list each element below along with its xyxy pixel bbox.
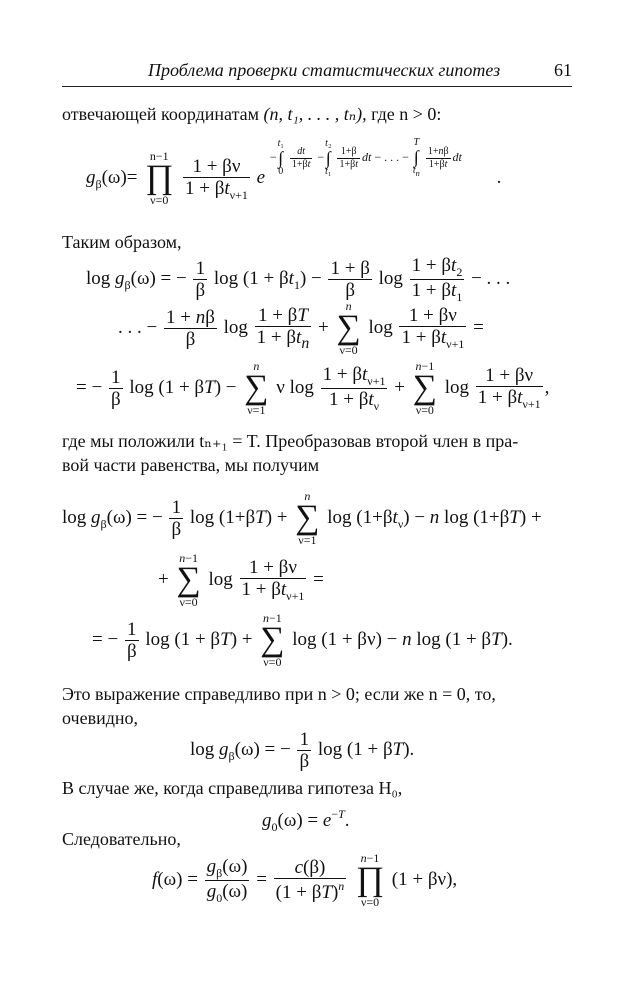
exponent: − t₁ ∫ 0 $\frac{dt}{1+\beta t}$ − t₂ ∫ t₁ $\frac{1+\beta}{1+\beta t}$ dt − . . . − T ∫ $t_n$ $\frac{1+n\beta}{1+\beta t}$ dt bbox=[269, 137, 462, 178]
equation-n-zero: $\log g_\beta(\omega)$ = − $\frac{1}{\beta}$ log (1 + βT). bbox=[190, 729, 415, 772]
equation-transformed-line-1: $\log g_\beta(\omega)$ = − $\frac{1}{\beta}$ log (1+βT) + n ∑ ν=1 $\log (1+\beta t_\nu) - n$ log (1+βT) + bbox=[62, 489, 542, 547]
equation-likelihood-ratio: f(ω) = $\frac{g_\beta(\omega)}{g_0(\omega)}$ = $\frac{c(\beta)}{(1 + \beta T)^n}$ n−1 ∏ ν=0 (1 + βν), bbox=[152, 851, 458, 909]
fraction: $\frac{1 + \beta\nu}{1 + \beta t_{\nu+1}}$ bbox=[185, 155, 248, 202]
text-span: где bbox=[371, 104, 395, 124]
equation-g-beta: $g_\beta(\omega)=$ n−1 ∏ ν=0 $\frac{1 + \beta\nu}{1 + \beta t_{\nu+1}}$ e − t₁ ∫ 0 $\frac{dt}{1+\beta t}$ − t₂ ∫ t₁ $\frac{1+\beta}{1+\beta t}$ dt − . . . − T ∫ $t_n$ $\frac{1+n\beta}{1+\beta t}$ dt . bbox=[86, 137, 502, 207]
paragraph-line bbox=[62, 104, 441, 125]
paragraph-line: вой части равенства, мы получим bbox=[62, 455, 320, 475]
equation-log-line-1: $\log g_\beta(\omega)$ = − $\frac{1}{\beta}$ $\log (1 + \beta t_1)$ − $\frac{1 + \beta}{\beta}$ log $\frac{1 + \beta t_2}{1 + \beta t_1}$ − . . . bbox=[86, 255, 511, 304]
equation-transformed-line-2: + n−1 ∑ ν=0 log $\frac{1 + \beta\nu}{1 + \beta t_{\nu+1}}$ = bbox=[158, 551, 324, 609]
running-title: Проблема проверки статистических гипотез bbox=[148, 60, 501, 80]
equation-g-zero: $g_0(\omega) = e^{-T}$. bbox=[262, 807, 350, 834]
text-span: отвечающей координатам bbox=[62, 104, 260, 124]
condition-text: n > 0: bbox=[399, 104, 442, 124]
coordinates-text: (n, t₁, . . . , tₙ), bbox=[263, 104, 367, 124]
equation-log-line-3: = − $\frac{1}{\beta}$ log (1 + βT) − n ∑ ν=1 ν log $\frac{1 + \beta t_{\nu+1}}{1 + \beta t_\nu}$ + n−1 ∑ ν=0 log $\frac{1 + \beta\nu}{1 + \beta t_{\nu+1}}$ , bbox=[76, 359, 550, 417]
equation-log-line-2: . . . − $\frac{1 + n\beta}{\beta}$ log $\frac{1 + \beta T}{1 + \beta t_n}$ + n ∑ ν=0 log $\frac{1 + \beta\nu}{1 + \beta t_{\nu+1}}$ = bbox=[118, 299, 484, 357]
paragraph-line: Следовательно, bbox=[62, 829, 181, 849]
paragraph-line: Это выражение справедливо при n > 0; если же n = 0, то, bbox=[62, 684, 496, 704]
product-operator: n−1 ∏ ν=0 bbox=[145, 149, 174, 207]
equation-transformed-line-3: = − $\frac{1}{\beta}$ log (1 + βT) + n−1 ∑ ν=0 log (1 + βν) − n log (1 + βT). bbox=[92, 611, 513, 669]
paragraph-line: где мы положили tₙ₊₁ = T. Преобразовав второй член в пра- bbox=[62, 431, 519, 451]
page-number: 61 bbox=[554, 60, 572, 80]
paragraph-line: В случае же, когда справедлива гипотеза H₀, bbox=[62, 778, 403, 798]
header-rule bbox=[62, 86, 572, 87]
paragraph-line: Таким образом, bbox=[62, 232, 182, 252]
running-header bbox=[62, 60, 572, 84]
paragraph-line: очевидно, bbox=[62, 708, 138, 728]
